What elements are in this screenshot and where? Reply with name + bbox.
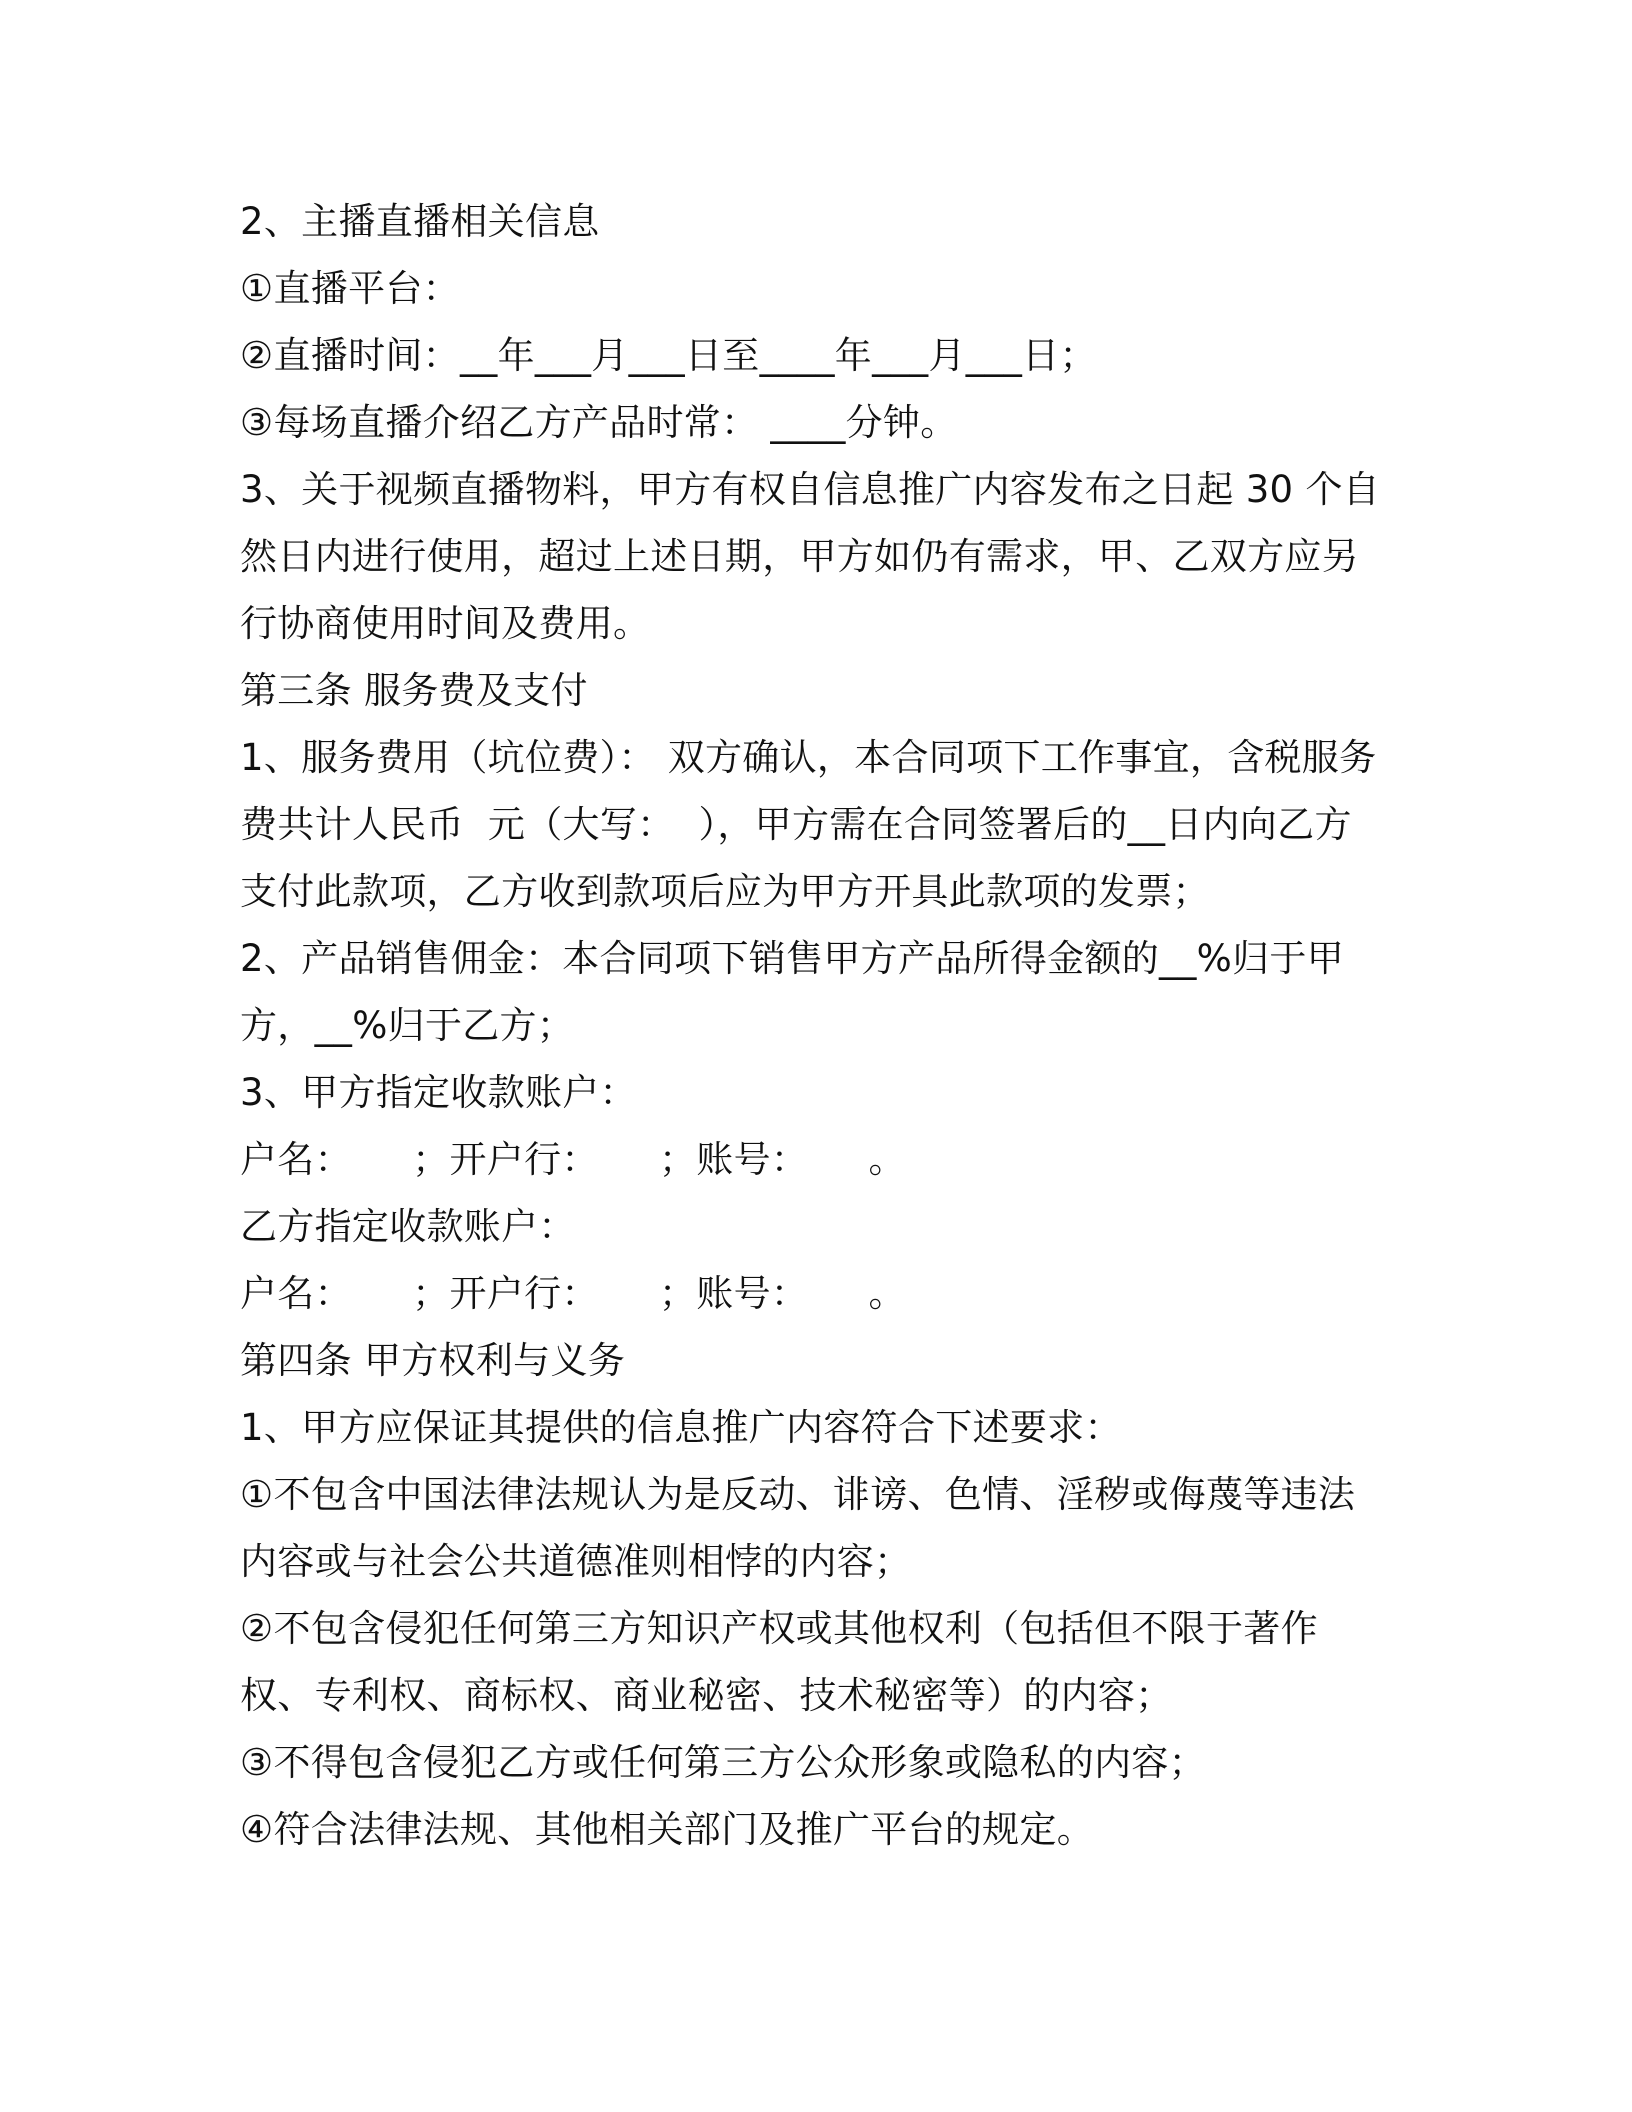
text-line: ②不包含侵犯任何第三方知识产权或其他权利（包括但不限于著作 [240, 1607, 1318, 1650]
text-line: 乙方指定收款账户： [240, 1205, 576, 1248]
article-heading: 第三条 服务费及支付 [240, 669, 588, 712]
text-line: 然日内进行使用，超过上述日期，甲方如仍有需求，甲、乙双方应另 [240, 535, 1359, 578]
text-line: ②直播时间：__年___月___日至____年___月___日； [240, 334, 1097, 377]
text-line: 3、关于视频直播物料，甲方有权自信息推广内容发布之日起 30 个自 [240, 468, 1381, 511]
account-fields: 户名： ；开户行： ；账号： 。 [240, 1272, 906, 1315]
article-heading: 第四条 甲方权利与义务 [240, 1339, 626, 1382]
text-line: ③不得包含侵犯乙方或任何第三方公众形象或隐私的内容； [240, 1741, 1206, 1784]
text-line: 方，__%归于乙方； [240, 1004, 575, 1047]
section-item-heading: 2、主播直播相关信息 [240, 200, 600, 243]
text-line: 2、产品销售佣金：本合同项下销售甲方产品所得金额的__%归于甲 [240, 937, 1344, 980]
text-line: 3、甲方指定收款账户： [240, 1071, 637, 1114]
text-line: 权、专利权、商标权、商业秘密、技术秘密等）的内容； [240, 1674, 1173, 1717]
text-line: ③每场直播介绍乙方产品时常： ____分钟。 [240, 401, 958, 444]
text-line: 费共计人民币 元（大写： ），甲方需在合同签署后的__日内向乙方 [240, 803, 1352, 846]
text-line: ④符合法律法规、其他相关部门及推广平台的规定。 [240, 1808, 1095, 1851]
text-line: 支付此款项，乙方收到款项后应为甲方开具此款项的发票； [240, 870, 1210, 913]
text-line: 行协商使用时间及费用。 [240, 602, 651, 645]
account-fields: 户名： ；开户行： ；账号： 。 [240, 1138, 906, 1181]
text-line: 内容或与社会公共道德准则相悖的内容； [240, 1540, 912, 1583]
document-body [240, 188, 1420, 1863]
text-line: ①直播平台： [240, 267, 460, 310]
text-line: 1、甲方应保证其提供的信息推广内容符合下述要求： [240, 1406, 1122, 1449]
text-line: 1、服务费用（坑位费）： 双方确认，本合同项下工作事宜，含税服务 [240, 736, 1377, 779]
text-line: ①不包含中国法律法规认为是反动、诽谤、色情、淫秽或侮蔑等违法 [240, 1473, 1356, 1516]
